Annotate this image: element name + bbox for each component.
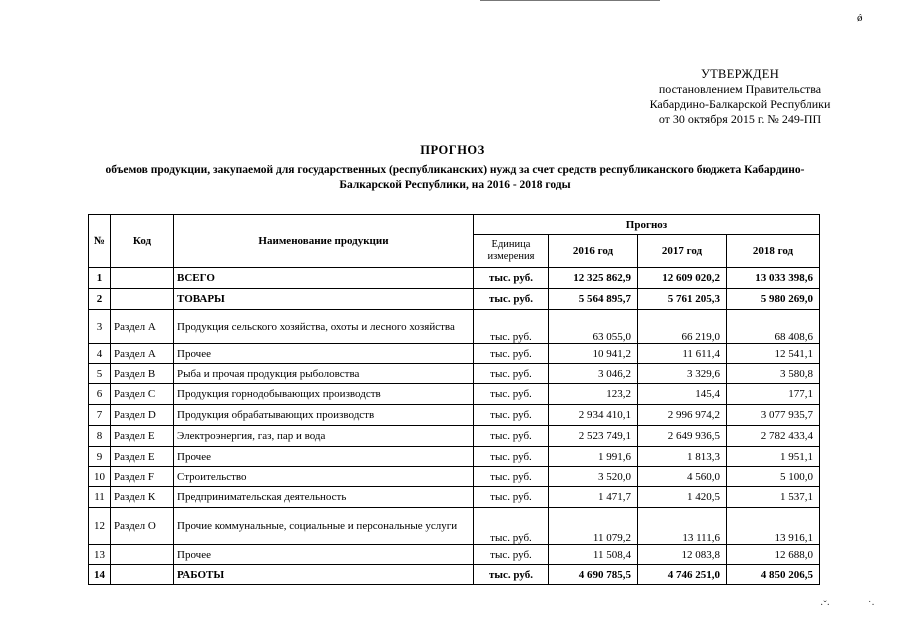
table-row <box>89 310 820 344</box>
row-name-cell: ВСЕГО <box>174 268 474 289</box>
row-2018-cell: 12 688,0 <box>727 545 820 565</box>
table-row <box>89 487 820 508</box>
row-name-cell: РАБОТЫ <box>174 565 474 585</box>
row-num-cell: 11 <box>89 487 111 508</box>
row-code-cell: Раздел К <box>111 487 174 508</box>
table-row <box>89 384 820 405</box>
forecast-table-wrapper <box>88 214 820 585</box>
row-2017-cell: 12 083,8 <box>638 545 727 565</box>
header-code: Код <box>111 215 174 268</box>
row-name-cell: Продукция сельского хозяйства, охоты и лесного хозяйства <box>174 310 474 344</box>
row-code-cell: Раздел В <box>111 364 174 384</box>
row-num-cell: 5 <box>89 364 111 384</box>
row-2017-cell: 2 996 974,2 <box>638 405 727 426</box>
header-2018: 2018 год <box>727 235 820 268</box>
row-2018-cell: 5 100,0 <box>727 467 820 487</box>
document-subtitle: объемов продукции, закупаемой для государственных (республиканских) нужд за счет средств республиканского бюджета Кабардино-Балкарской Республики, на 2016 - 2018 годы <box>105 164 805 191</box>
row-2018-cell: 1 537,1 <box>727 487 820 508</box>
row-code-cell: Раздел А <box>111 344 174 364</box>
row-code-cell: Раздел Е <box>111 426 174 447</box>
approval-block <box>600 67 880 127</box>
approval-line-1: постановлением Правительства <box>658 82 822 96</box>
row-code-cell: Раздел Е <box>111 447 174 467</box>
row-name-cell: Электроэнергия, газ, пар и вода <box>174 426 474 447</box>
row-unit-cell: тыс. руб. <box>474 426 549 447</box>
header-2017: 2017 год <box>638 235 727 268</box>
row-name-cell: Предпринимательская деятельность <box>174 487 474 508</box>
row-unit-cell: тыс. руб. <box>474 310 549 344</box>
row-num-cell: 4 <box>89 344 111 364</box>
row-2017-cell: 66 219,0 <box>638 310 727 344</box>
header-row-1 <box>89 215 820 235</box>
table-body <box>89 268 820 585</box>
row-name-cell: Прочее <box>174 447 474 467</box>
row-code-cell: Раздел О <box>111 508 174 545</box>
row-num-cell: 6 <box>89 384 111 405</box>
row-2016-cell: 1 991,6 <box>549 447 638 467</box>
row-2016-cell: 11 079,2 <box>549 508 638 545</box>
approval-line-3: от 30 октября 2015 г. № 249-ПП <box>658 112 822 126</box>
row-code-cell: Раздел С <box>111 384 174 405</box>
scan-bottom-mark-2: ˙· <box>868 600 875 611</box>
header-forecast: Прогноз <box>474 215 820 235</box>
approval-head: УТВЕРЖДЕН <box>700 67 780 81</box>
row-2017-cell: 3 329,6 <box>638 364 727 384</box>
table-row <box>89 289 820 310</box>
header-unit: Единица измерения <box>474 235 549 268</box>
table-row <box>89 508 820 545</box>
row-2016-cell: 5 564 895,7 <box>549 289 638 310</box>
row-2017-cell: 2 649 936,5 <box>638 426 727 447</box>
row-2017-cell: 145,4 <box>638 384 727 405</box>
row-2017-cell: 13 111,6 <box>638 508 727 545</box>
table-row <box>89 565 820 585</box>
row-name-cell: Продукция горнодобывающих производств <box>174 384 474 405</box>
row-2016-cell: 2 934 410,1 <box>549 405 638 426</box>
row-unit-cell: тыс. руб. <box>474 487 549 508</box>
table-row <box>89 268 820 289</box>
row-2016-cell: 4 690 785,5 <box>549 565 638 585</box>
row-2016-cell: 2 523 749,1 <box>549 426 638 447</box>
row-num-cell: 14 <box>89 565 111 585</box>
row-2016-cell: 12 325 862,9 <box>549 268 638 289</box>
row-2018-cell: 177,1 <box>727 384 820 405</box>
row-unit-cell: тыс. руб. <box>474 565 549 585</box>
row-num-cell: 7 <box>89 405 111 426</box>
row-unit-cell: тыс. руб. <box>474 344 549 364</box>
row-2018-cell: 5 980 269,0 <box>727 289 820 310</box>
forecast-table <box>88 214 820 585</box>
row-unit-cell: тыс. руб. <box>474 545 549 565</box>
table-row <box>89 467 820 487</box>
row-2017-cell: 5 761 205,3 <box>638 289 727 310</box>
row-name-cell: Рыба и прочая продукция рыболовства <box>174 364 474 384</box>
row-2018-cell: 3 077 935,7 <box>727 405 820 426</box>
row-num-cell: 10 <box>89 467 111 487</box>
row-code-cell <box>111 289 174 310</box>
approval-line-2: Кабардино-Балкарской Республики <box>649 97 831 111</box>
document-title: ПРОГНОЗ <box>420 143 485 157</box>
row-2018-cell: 1 951,1 <box>727 447 820 467</box>
table-row <box>89 426 820 447</box>
row-2017-cell: 1 813,3 <box>638 447 727 467</box>
row-unit-cell: тыс. руб. <box>474 364 549 384</box>
row-2016-cell: 3 046,2 <box>549 364 638 384</box>
row-2016-cell: 123,2 <box>549 384 638 405</box>
row-2016-cell: 11 508,4 <box>549 545 638 565</box>
row-2018-cell: 13 033 398,6 <box>727 268 820 289</box>
row-2017-cell: 4 560,0 <box>638 467 727 487</box>
row-2017-cell: 12 609 020,2 <box>638 268 727 289</box>
row-2017-cell: 1 420,5 <box>638 487 727 508</box>
row-unit-cell: тыс. руб. <box>474 508 549 545</box>
row-name-cell: Прочие коммунальные, социальные и персональные услуги <box>174 508 474 545</box>
row-code-cell: Раздел D <box>111 405 174 426</box>
row-unit-cell: тыс. руб. <box>474 384 549 405</box>
header-name: Наименование продукции <box>174 215 474 268</box>
row-2016-cell: 1 471,7 <box>549 487 638 508</box>
row-name-cell: Прочее <box>174 545 474 565</box>
row-num-cell: 8 <box>89 426 111 447</box>
table-row <box>89 364 820 384</box>
row-code-cell <box>111 565 174 585</box>
row-name-cell: Строительство <box>174 467 474 487</box>
row-name-cell: Продукция обрабатывающих производств <box>174 405 474 426</box>
row-code-cell: Раздел А <box>111 310 174 344</box>
table-row <box>89 344 820 364</box>
row-2018-cell: 3 580,8 <box>727 364 820 384</box>
row-unit-cell: тыс. руб. <box>474 447 549 467</box>
table-row <box>89 405 820 426</box>
row-2018-cell: 4 850 206,5 <box>727 565 820 585</box>
row-num-cell: 1 <box>89 268 111 289</box>
row-2017-cell: 11 611,4 <box>638 344 727 364</box>
row-2018-cell: 12 541,1 <box>727 344 820 364</box>
row-2017-cell: 4 746 251,0 <box>638 565 727 585</box>
row-2016-cell: 10 941,2 <box>549 344 638 364</box>
row-code-cell: Раздел F <box>111 467 174 487</box>
scan-top-line <box>480 0 660 1</box>
row-unit-cell: тыс. руб. <box>474 467 549 487</box>
row-name-cell: ТОВАРЫ <box>174 289 474 310</box>
row-num-cell: 2 <box>89 289 111 310</box>
scan-corner-mark: ǿ <box>857 12 863 24</box>
row-unit-cell: тыс. руб. <box>474 268 549 289</box>
table-row <box>89 447 820 467</box>
header-2016: 2016 год <box>549 235 638 268</box>
table-row <box>89 545 820 565</box>
row-num-cell: 3 <box>89 310 111 344</box>
row-num-cell: 13 <box>89 545 111 565</box>
row-2018-cell: 68 408,6 <box>727 310 820 344</box>
row-code-cell <box>111 268 174 289</box>
row-num-cell: 9 <box>89 447 111 467</box>
row-2018-cell: 2 782 433,4 <box>727 426 820 447</box>
row-2016-cell: 3 520,0 <box>549 467 638 487</box>
row-name-cell: Прочее <box>174 344 474 364</box>
row-num-cell: 12 <box>89 508 111 545</box>
row-2016-cell: 63 055,0 <box>549 310 638 344</box>
scan-bottom-mark-1: ·ˇ· <box>820 600 830 611</box>
row-2018-cell: 13 916,1 <box>727 508 820 545</box>
row-unit-cell: тыс. руб. <box>474 289 549 310</box>
row-unit-cell: тыс. руб. <box>474 405 549 426</box>
header-num: № <box>89 215 111 268</box>
row-code-cell <box>111 545 174 565</box>
